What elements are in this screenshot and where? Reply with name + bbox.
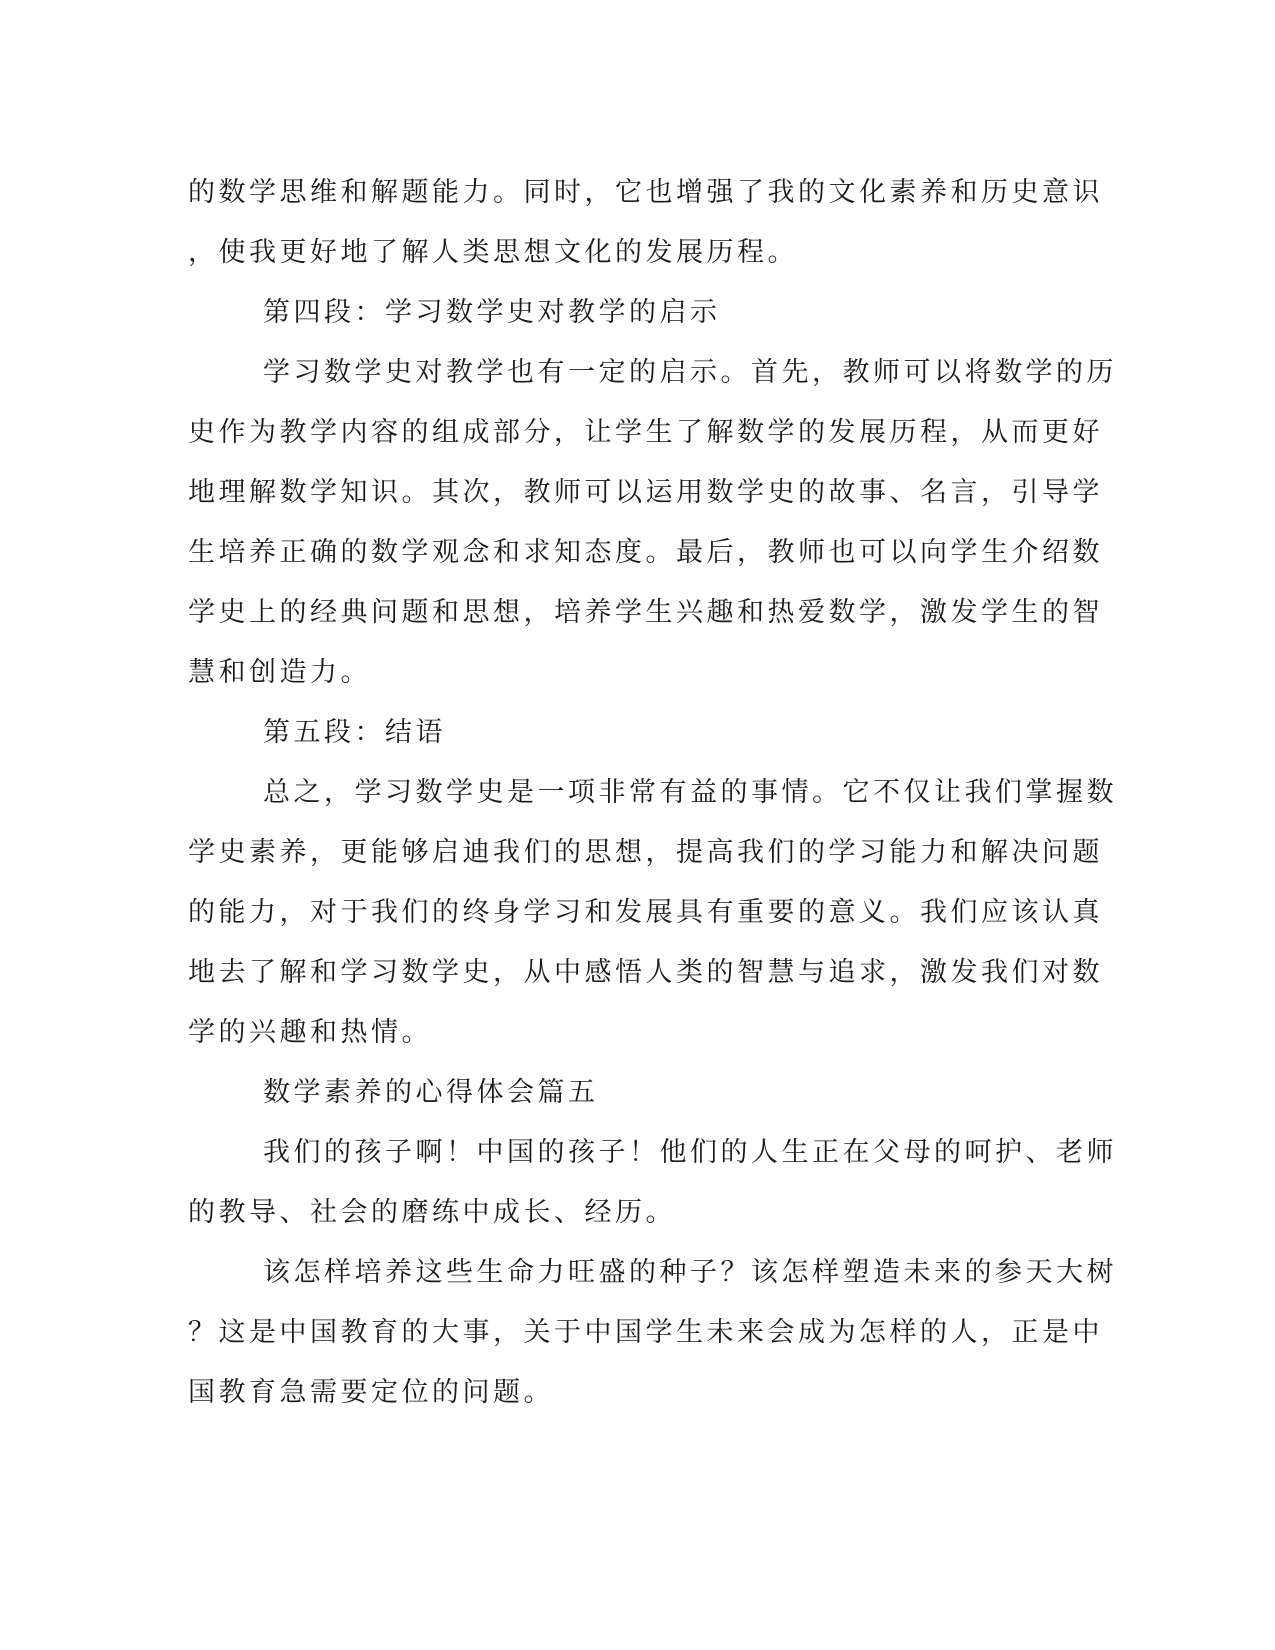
text-line: 学史素养，更能够启迪我们的思想，提高我们的学习能力和解决问题 — [188, 837, 1103, 868]
text-line: 生培养正确的数学观念和求知态度。最后，教师也可以向学生介绍数 — [188, 537, 1103, 568]
text-line: 的教导、社会的磨练中成长、经历。 — [188, 1197, 676, 1228]
text-line: 国教育急需要定位的问题。 — [188, 1377, 554, 1408]
text-line: 地去了解和学习数学史，从中感悟人类的智慧与追求，激发我们对数 — [188, 957, 1103, 988]
text-line: 慧和创造力。 — [188, 657, 371, 688]
text-line: 我们的孩子啊！中国的孩子！他们的人生正在父母的呵护、老师 — [263, 1137, 1117, 1168]
text-line: ？这是中国教育的大事，关于中国学生未来会成为怎样的人，正是中 — [188, 1317, 1103, 1348]
text-line: 史作为教学内容的组成部分，让学生了解数学的发展历程，从而更好 — [188, 417, 1103, 448]
document-body — [188, 163, 1117, 1423]
text-line: 该怎样培养这些生命力旺盛的种子？该怎样塑造未来的参天大树 — [263, 1257, 1117, 1288]
text-line: ，使我更好地了解人类思想文化的发展历程。 — [188, 237, 798, 268]
text-line: 学史上的经典问题和思想，培养学生兴趣和热爱数学，激发学生的智 — [188, 597, 1103, 628]
text-line: 学习数学史对教学也有一定的启示。首先，教师可以将数学的历 — [263, 357, 1117, 388]
text-line: 的能力，对于我们的终身学习和发展具有重要的意义。我们应该认真 — [188, 897, 1103, 928]
text-line: 学的兴趣和热情。 — [188, 1017, 432, 1048]
text-line: 总之，学习数学史是一项非常有益的事情。它不仅让我们掌握数 — [263, 777, 1117, 808]
section-heading: 第四段：学习数学史对教学的启示 — [263, 297, 721, 328]
section-heading: 第五段：结语 — [263, 717, 446, 748]
text-line: 地理解数学知识。其次，教师可以运用数学史的故事、名言，引导学 — [188, 477, 1103, 508]
section-heading: 数学素养的心得体会篇五 — [263, 1077, 599, 1108]
text-line: 的数学思维和解题能力。同时，它也增强了我的文化素养和历史意识 — [188, 177, 1103, 208]
